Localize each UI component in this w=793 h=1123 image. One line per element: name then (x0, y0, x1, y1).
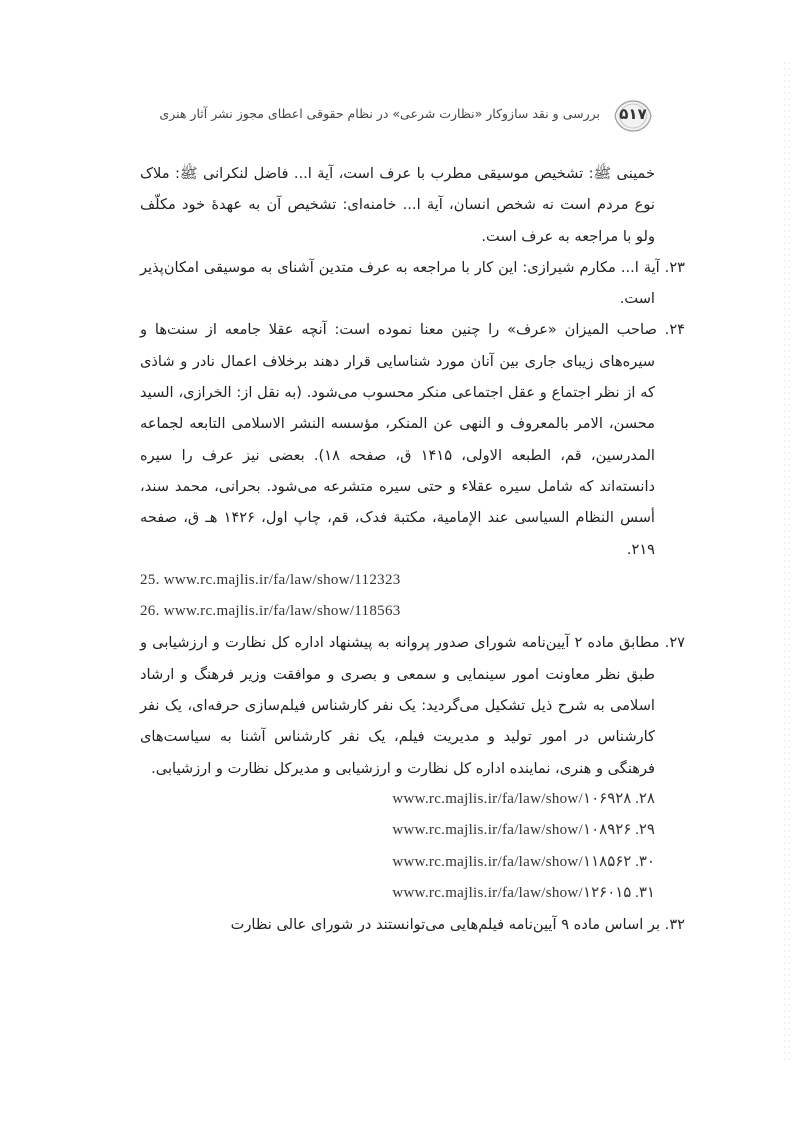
running-header (159, 98, 652, 138)
footnote-continued: خمینی ﷺ: تشخیص موسیقی مطرب با عرف است، آیة ا... فاضل لنکرانی ﷺ: ملاک نوع مردم است نه شخص انسان، آیة ا... خامنه‌ای: تشخیص آن به عهدهٔ خود مکلّف ولو با مراجعه به عرف است. (140, 165, 655, 245)
footnote-24: ۲۴. صاحب المیزان «عرف» را چنین معنا نموده است: آنچه عقلا جامعه از سنت‌ها و سیره‌های زیبای جاری بین آنان مورد شناسایی قرار دهند برخلاف اعمال نادر و شاذی که از نظر اجتماع و عقل اجتماعی منکر محسوب می‌شود. (به نقل از: الخرازی، السید محسن، الامر بالمعروف و النهی عن المنکر، مؤسسه النشر الاسلامی التابعه لجماعه المدرسین، قم، الطبعه الاولی، ۱۴۱۵ ق، صفحه ۱۸). بعضی نیز عرف را سیره دانسته‌اند که شامل سیره عقلاء و حتی سیره متشرعه می‌شود. بحرانی، محمد سند، أسس النظام السیاسی عند الإمامیة، مکتبة فدک، قم، چاپ اول، ۱۴۲۶ هـ ق، صفحه ۲۱۹. (140, 321, 685, 558)
footnote-28-link[interactable]: ۲۸. www.rc.majlis.ir/fa/law/show/۱۰۶۹۲۸ (392, 790, 655, 807)
page-edge-texture (783, 60, 791, 1060)
footnote-25-link[interactable]: 25. www.rc.majlis.ir/fa/law/show/112323 (140, 571, 401, 588)
footnote-31-link[interactable]: ۳۱. www.rc.majlis.ir/fa/law/show/۱۲۶۰۱۵ (392, 884, 655, 901)
footnote-30-link[interactable]: ۳۰. www.rc.majlis.ir/fa/law/show/۱۱۸۵۶۲ (392, 853, 655, 870)
footnote-26-link[interactable]: 26. www.rc.majlis.ir/fa/law/show/118563 (140, 603, 401, 620)
footnote-23: ۲۳. آیة ا... مکارم شیرازی: این کار با مراجعه به عرف متدین آشنای به موسیقی امکان‌پذیر است. (140, 258, 685, 308)
running-title: بررسی و نقد سازوکار «نظارت شرعی» در نظام حقوقی اعطای مجوز نشر آثار هنری (159, 106, 600, 121)
page-number: ۵۱۷ (619, 105, 647, 123)
footnote-27: ۲۷. مطابق ماده ۲ آیین‌نامه شورای صدور پروانه به پیشنهاد اداره کل نظارت و ارزشیابی و طبق نظر معاونت امور سینمایی و سمعی و بصری و موافقت وزیر فرهنگ و ارشاد اسلامی به شرح ذیل تشکیل می‌گردید: یک نفر کارشناس فیلم‌سازی حرفه‌ای، یک نفر کارشناس در امور تولید و مدیریت فیلم، یک نفر کارشناس آشنا به سیاست‌های فرهنگی و هنری، نماینده اداره کل نظارت و ارزشیابی و مدیرکل نظارت و ارزشیابی. (140, 634, 685, 777)
footnotes-body (140, 158, 685, 940)
footnote-32: ۳۲. بر اساس ماده ۹ آیین‌نامه فیلم‌هایی می‌توانستند در شورای عالی نظارت (230, 916, 685, 934)
footnote-29-link[interactable]: ۲۹. www.rc.majlis.ir/fa/law/show/۱۰۸۹۲۶ (392, 822, 655, 839)
